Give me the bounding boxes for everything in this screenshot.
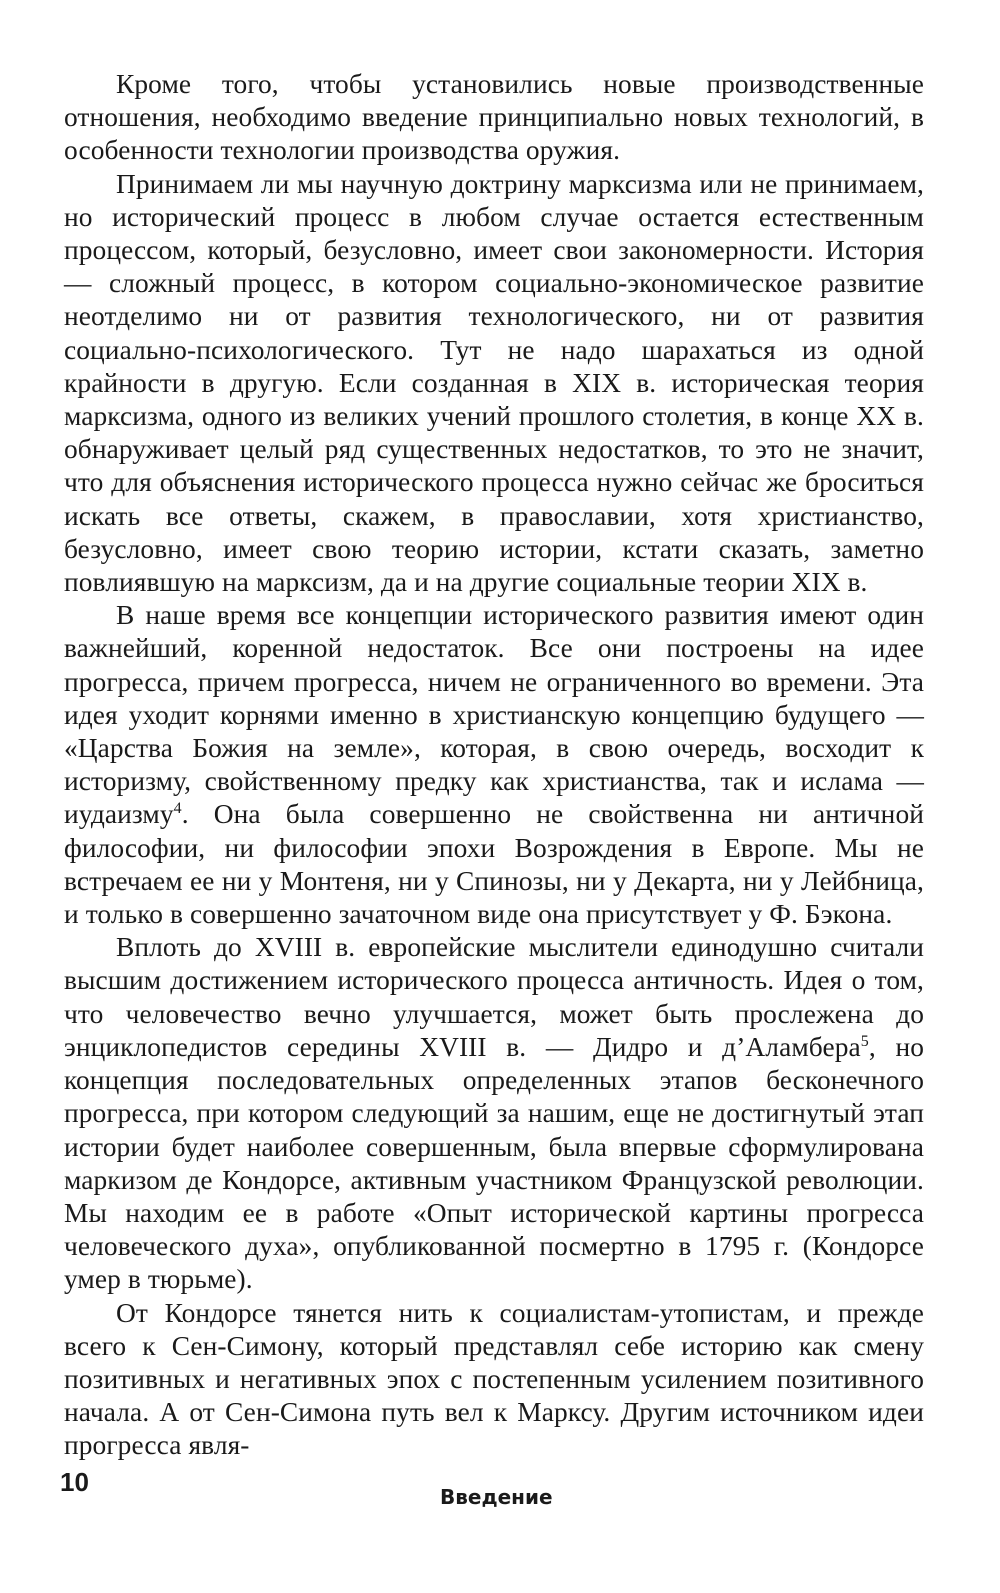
paragraph-text: Кроме того, чтобы установились новые производственные отношения, необходимо введение принципиально новых технологий, в особенности технологии производства оружия. xyxy=(64,69,924,166)
paragraph-text: . Она была совершенно не свойственна ни античной философии, ни философии эпохи Возрождения в Европе. Мы не встречаем ее ни у Монтеня, ни у Спинозы, ни у Декарта, ни у Лейбница, и только в совершенно зачаточном виде она присутствует у Ф. Бэкона. xyxy=(64,799,924,930)
paragraph-3 xyxy=(64,599,924,931)
paragraph-2 xyxy=(64,168,924,600)
paragraph-1 xyxy=(64,68,924,168)
paragraph-4 xyxy=(64,931,924,1296)
footnote-marker-5: 5 xyxy=(860,1032,869,1050)
running-footer-section-title: Введение xyxy=(440,1485,553,1509)
body-text xyxy=(64,68,924,1463)
paragraph-5 xyxy=(64,1297,924,1463)
page-number: 10 xyxy=(60,1467,89,1497)
paragraph-text: От Кондорсе тянется нить к социалистам-утопистам, и прежде всего к Сен-Симону, который представлял себе историю как смену позитивных и негативных эпох с постепенным усилением позитивного начала. А от Сен-Симона путь вел к Марксу. Другим источником идеи прогресса явля- xyxy=(64,1297,924,1461)
paragraph-text: В наше время все концепции исторического развития имеют один важнейший, коренной недостаток. Все они построены на идее прогресса, причем прогресса, ничем не ограниченного во времени. Эта идея уходит корнями именно в христианскую концепцию будущего — «Царства Божия на земле», которая, в свою очередь, восходит к историзму, свойственному предку как христианства, так и ислама — иудаизму xyxy=(64,600,924,830)
paragraph-text: Принимаем ли мы научную доктрину марксизма или не принимаем, но исторический процесс в любом случае остается естественным процессом, который, безусловно, имеет свои закономерности. История — сложный процесс, в котором социально-экономическое развитие неотделимо ни от развития технологического, ни от развития социально-психологического. Тут не надо шарахаться из одной крайности в другую. Если созданная в XIX в. историческая теория марксизма, одного из великих учений прошлого столетия, в конце XX в. обнаруживает целый ряд существенных недостатков, то это не значит, что для объяснения исторического процесса нужно сейчас же броситься искать все ответы, скажем, в православии, хотя христианство, безусловно, имеет свою теорию истории, кстати сказать, заметно повлиявшую на марксизм, да и на другие социальные теории XIX в. xyxy=(64,168,924,598)
footnote-marker-4: 4 xyxy=(173,800,182,818)
paragraph-text: Вплоть до XVIII в. европейские мыслители единодушно считали высшим достижением исторического процесса античность. Идея о том, что человечество вечно улучшается, может быть прослежена до энциклопедистов середины XVIII в. — Дидро и д’Аламбера xyxy=(64,932,924,1062)
paragraph-text: , но концепция последовательных определенных этапов бесконечного прогресса, при котором следующий за нашим, еще не достигнутый этап истории будет наиболее совершенным, была впервые сформулирована маркизом де Кондорсе, активным участником Французской революции. Мы находим ее в работе «Опыт исторической картины прогресса человеческого духа», опубликованной посмертно в 1795 г. (Кондорсе умер в тюрьме). xyxy=(64,1031,925,1295)
